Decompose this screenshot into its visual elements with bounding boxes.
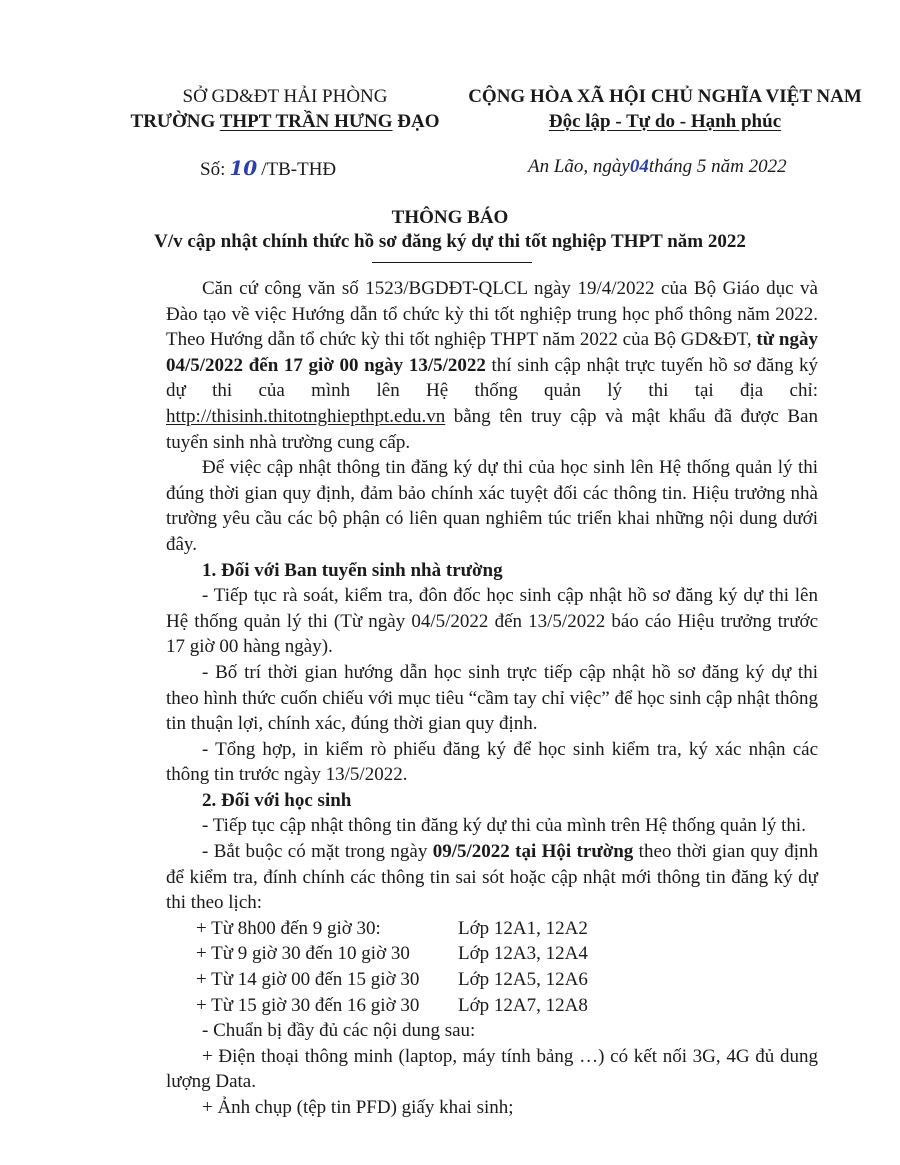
prep-item: + Ảnh chụp (tệp tin PFD) giấy khai sinh;	[202, 1097, 514, 1118]
intro-text-a: Căn cứ công văn số 1523/BGDĐT-QLCL ngày 19/4/2022 của Bộ Giáo dục và Đào tạo về việc Hướng dẫn tổ chức kỳ thi tốt nghiệp trung học phổ thông năm 2022. Theo Hướng dẫn tổ chức kỳ thi tốt nghiệp THPT năm 2022 của Bộ GD&ĐT,	[166, 278, 818, 351]
place-date	[528, 156, 787, 178]
school-suffix: ĐẠO	[392, 111, 440, 132]
schedule-time: + Từ 8h00 đến 9 giờ 30:	[196, 917, 381, 939]
schedule-time: + Từ 15 giờ 30 đến 16 giờ 30	[196, 994, 420, 1016]
document-number	[200, 156, 336, 181]
document-subject: V/v cập nhật chính thức hồ sơ đăng ký dự thi tốt nghiệp THPT năm 2022	[154, 231, 746, 252]
schedule-classes: Lớp 12A7, 12A8	[458, 994, 588, 1016]
schedule-classes: Lớp 12A3, 12A4	[458, 943, 588, 965]
section2-item2-text-a: - Bắt buộc có mặt trong ngày	[202, 841, 433, 863]
document-body	[166, 276, 818, 1121]
prep-item: + Điện thoại thông minh (laptop, máy tính bảng …) có kết nối 3G, 4G đủ dung lượng Data.	[166, 1045, 818, 1093]
day-handwritten: 04	[629, 156, 649, 177]
schedule-row	[166, 967, 818, 993]
section2-item2-text-b: theo thời gian quy định để kiểm tra, đính chính các thông tin sai sót hoặc cập nhật mới thông tin đăng ký dự thi theo lịch:	[166, 841, 818, 914]
intro-text-b: thí sinh cập nhật trực tuyến hồ sơ đăng ký dự thi của mình lên Hệ thống quản lý thi tại địa chỉ:	[166, 354, 818, 402]
schedule-row	[166, 941, 818, 967]
country-name: CỘNG HÒA XÃ HỘI CHỦ NGHĨA VIỆT NAM	[468, 86, 862, 107]
place-suffix: tháng 5 năm 2022	[648, 156, 787, 177]
intro-paragraph	[166, 276, 818, 455]
section2-item	[166, 839, 818, 916]
schedule-classes: Lớp 12A1, 12A2	[458, 917, 588, 939]
doc-number-suffix: /TB-THĐ	[261, 159, 337, 180]
section1-item: - Tổng hợp, in kiểm rò phiếu đăng ký để học sinh kiểm tra, ký xác nhận các thông tin trước ngày 13/5/2022.	[166, 738, 818, 786]
portal-link[interactable]: http://thisinh.thitotnghiepthpt.edu.vn	[166, 405, 446, 427]
national-header	[455, 84, 875, 134]
place-prefix: An Lão, ngày	[528, 156, 630, 177]
section1-item: - Tiếp tục rà soát, kiểm tra, đôn đốc học sinh cập nhật hồ sơ đăng ký dự thi lên Hệ thống quản lý thi (Từ ngày 04/5/2022 đến 13/5/2022 báo cáo Hiệu trưởng trước 17 giờ 00 hàng ngày).	[166, 585, 818, 658]
school-name	[110, 109, 460, 134]
doc-number-prefix: Số:	[200, 159, 226, 180]
issuer-block	[110, 84, 460, 134]
section2-item: - Tiếp tục cập nhật thông tin đăng ký dự thi của mình trên Hệ thống quản lý thi.	[202, 815, 806, 837]
schedule-time: + Từ 14 giờ 00 đến 15 giờ 30	[196, 969, 420, 991]
document-title: THÔNG BÁO	[391, 207, 509, 228]
prep-heading: - Chuẩn bị đầy đủ các nội dung sau:	[202, 1020, 476, 1042]
section2-item2-date-venue: 09/5/2022 tại Hội trường	[432, 841, 634, 863]
doc-number-handwritten: 10	[229, 156, 258, 180]
schedule-row	[166, 993, 818, 1019]
schedule-time: + Từ 9 giờ 30 đến 10 giờ 30	[196, 943, 410, 965]
intro-deadline: từ ngày 04/5/2022 đến 17 giờ 00 ngày 13/5/2022	[166, 329, 818, 376]
section2-heading: 2. Đối với học sinh	[202, 789, 352, 811]
section1-heading: 1. Đối với Ban tuyển sinh nhà trường	[202, 559, 503, 581]
school-name-underlined: THPT TRẦN HƯNG	[219, 111, 393, 132]
subject-underline	[372, 262, 532, 263]
school-prefix: TRƯỜNG	[130, 111, 220, 132]
intro-text-c: bằng tên truy cập và mật khẩu đã được Ban tuyển sinh nhà trường cung cấp.	[166, 405, 818, 453]
purpose-paragraph: Để việc cập nhật thông tin đăng ký dự thi của học sinh lên Hệ thống quản lý thi đúng thời gian quy định, đảm bảo chính xác tuyệt đối các thông tin. Hiệu trưởng nhà trường yêu cầu các bộ phận có liên quan nghiêm túc triển khai những nội dung dưới đây.	[166, 457, 818, 555]
schedule-classes: Lớp 12A5, 12A6	[458, 969, 588, 991]
national-motto: Độc lập - Tự do - Hạnh phúc	[548, 111, 782, 132]
section1-item: - Bố trí thời gian hướng dẫn học sinh trực tiếp cập nhật hồ sơ đăng ký dự thi theo hình thức cuốn chiếu với mục tiêu “cầm tay chỉ việc” để học sinh cập nhật thông tin thuận lợi, chính xác, đúng thời gian quy định.	[166, 661, 818, 735]
schedule-row	[166, 916, 818, 942]
agency-name: SỞ GD&ĐT HẢI PHÒNG	[182, 86, 388, 107]
